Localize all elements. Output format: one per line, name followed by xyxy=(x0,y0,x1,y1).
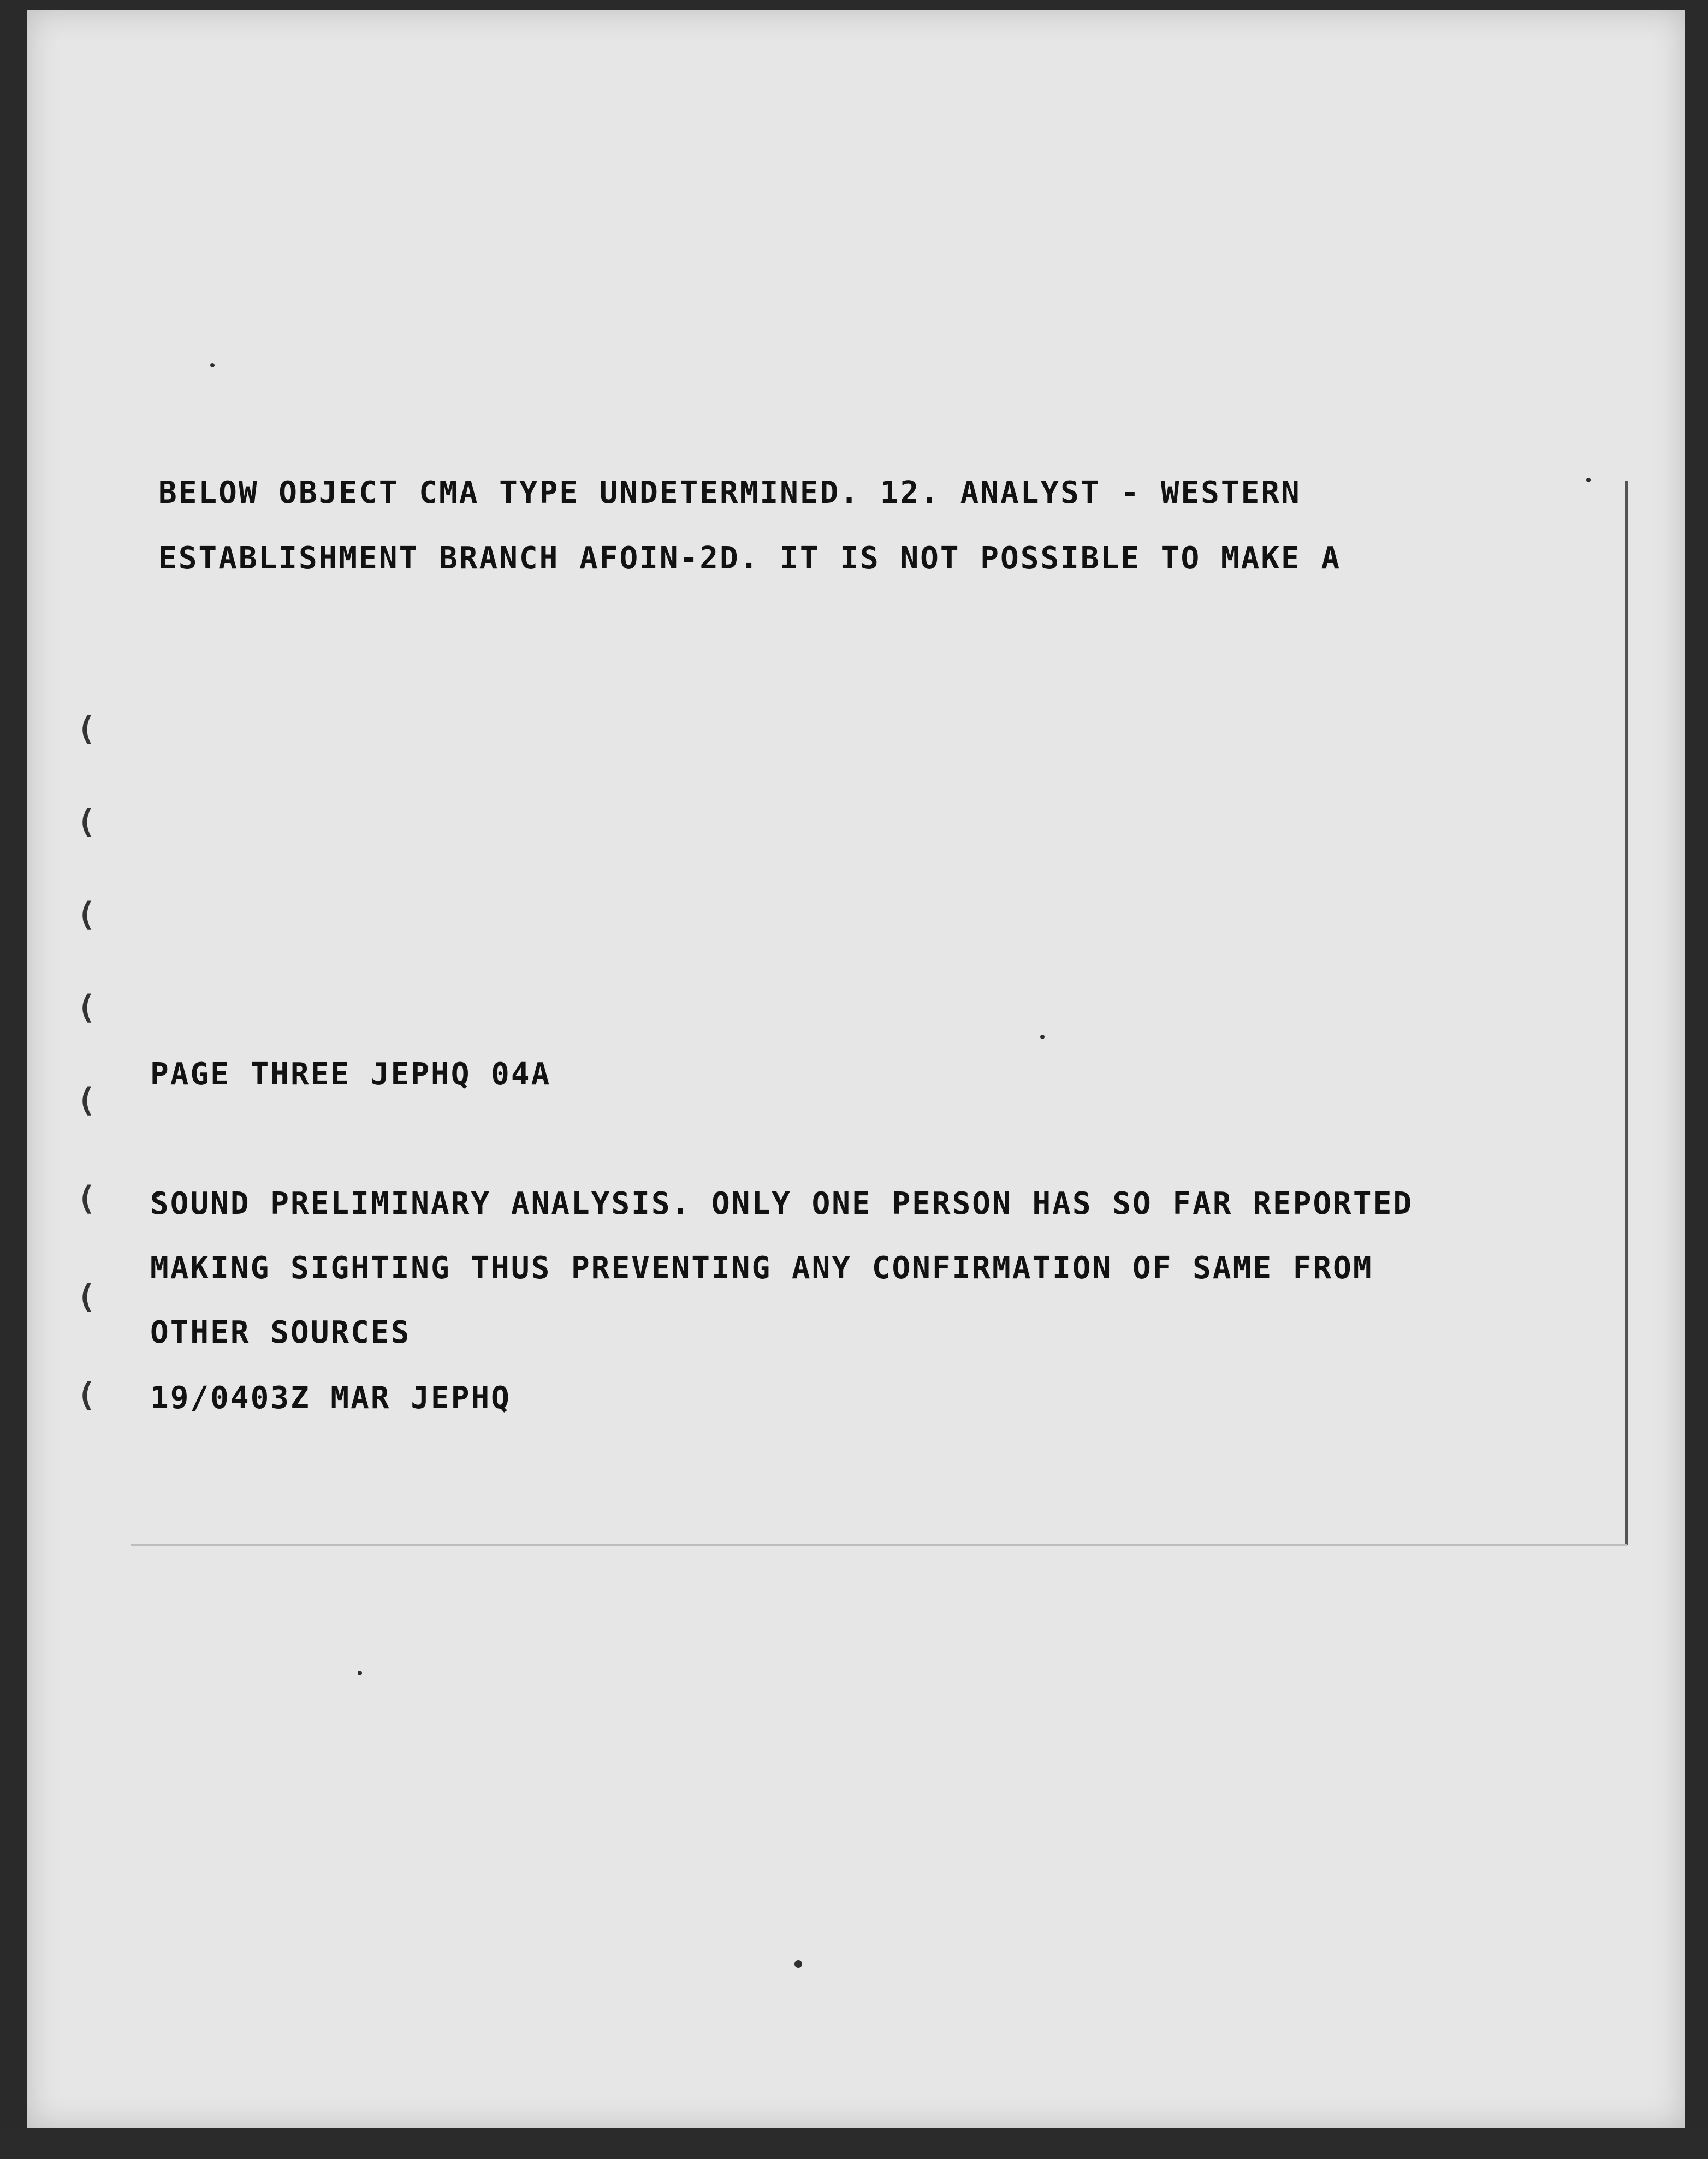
binding-hole-mark: ( xyxy=(76,1376,97,1414)
binding-hole-mark: ( xyxy=(76,1278,97,1316)
binding-hole-mark: ( xyxy=(76,895,97,934)
binding-hole-mark: ( xyxy=(76,988,97,1027)
ink-speck xyxy=(794,1960,802,1968)
text-line: ESTABLISHMENT BRANCH AFOIN-2D. IT IS NOT POSSIBLE TO MAKE A xyxy=(158,541,1342,576)
text-line: SOUND PRELIMINARY ANALYSIS. ONLY ONE PERSON HAS SO FAR REPORTED xyxy=(150,1186,1414,1221)
page-header: PAGE THREE JEPHQ 04A xyxy=(150,1057,551,1092)
text-line: OTHER SOURCES xyxy=(150,1315,411,1350)
binding-hole-mark: ( xyxy=(76,803,97,841)
binding-holes xyxy=(27,328,109,2075)
date-time-group: 19/0403Z MAR JEPHQ xyxy=(150,1380,511,1416)
text-line: BELOW OBJECT CMA TYPE UNDETERMINED. 12. ANALYST - WESTERN xyxy=(158,475,1301,511)
ink-speck xyxy=(210,363,215,367)
ink-speck xyxy=(358,1671,362,1675)
ink-speck xyxy=(1586,478,1591,482)
binding-hole-mark: ( xyxy=(76,1081,97,1119)
right-margin-rule xyxy=(1625,481,1628,1545)
binding-hole-mark: ( xyxy=(76,710,97,748)
bottom-fold-rule xyxy=(131,1544,1627,1546)
text-line: MAKING SIGHTING THUS PREVENTING ANY CONFIRMATION OF SAME FROM xyxy=(150,1250,1373,1286)
ink-speck xyxy=(1040,1035,1045,1039)
binding-hole-mark: ( xyxy=(76,1179,97,1218)
scan-bottom-edge xyxy=(0,2128,1708,2159)
